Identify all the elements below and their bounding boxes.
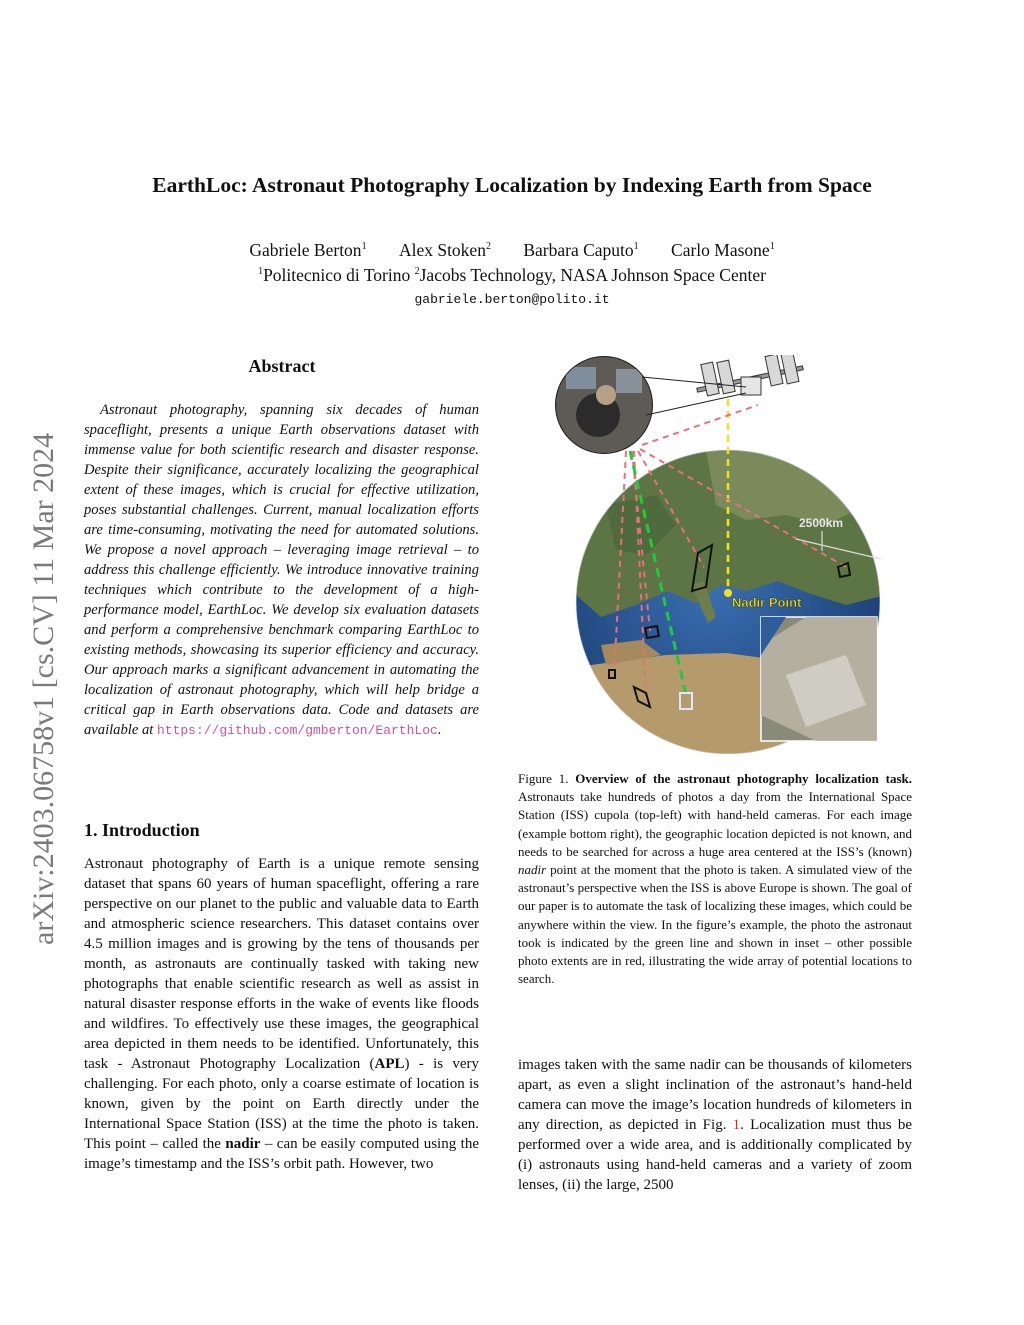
- author: Gabriele Berton$^1$: [249, 240, 367, 260]
- author-email[interactable]: gabriele.berton@polito.it: [414, 292, 610, 307]
- nadir-point-label: Nadir Point: [732, 595, 802, 610]
- author: Barbara Caputo$^1$: [523, 240, 639, 260]
- figure-reference-link[interactable]: 1: [732, 1117, 741, 1133]
- right-column-text: images taken with the same nadir can be thousands of kilometers apart, as even a slight inclination of the astronaut’s hand-held camera can move the image’s location hundreds of kilometers in any direction, as depicted in Fig. 1. Localization must thus be performed over a wide area, and is additionally complicated by (i) astronauts using hand-held cameras and a variety of zoom lenses, (ii) the large, 2500: [518, 1057, 912, 1193]
- iss-station-icon: [697, 355, 803, 396]
- section-heading-introduction: 1. Introduction: [84, 820, 200, 840]
- abstract-text: Astronaut photography, spanning six decades of human spaceflight, presents a unique Earth observations dataset with immense value for both scientific research and disaster response. Despite their significance, accurately localizing the geographical extent of these images, which is crucial for effective utilization, poses substantial challenges. Current, manual localization efforts are time-consuming, motivating the need for automated solutions. We propose a novel approach – leveraging image retrieval – to address this challenge efficiently. We introduce innovative training techniques which contribute to the development of a high-performance model, EarthLoc. We develop six evaluation datasets and perform a comprehensive benchmark comparing EarthLoc to existing methods, showcasing its superior efficiency and accuracy. Our approach marks a significant advancement in automating the localization of astronaut photography, which will help bridge a critical gap in Earth observations data. Code and datasets are available at https://github.com/gmberton/EarthLoc.: [84, 402, 479, 738]
- cupola-photo: [556, 357, 652, 453]
- distance-label: 2500km: [799, 516, 844, 530]
- arxiv-identifier: arXiv:2403.06758v1 [cs.CV] 11 Mar 2024: [27, 432, 60, 945]
- author-list: [0, 240, 1024, 261]
- abstract-heading: Abstract: [248, 356, 316, 376]
- code-link[interactable]: https://github.com/gmberton/EarthLoc: [156, 723, 438, 738]
- inset-photo: [761, 617, 877, 741]
- paper-title: EarthLoc: Astronaut Photography Localization by Indexing Earth from Space: [152, 173, 872, 197]
- author: Alex Stoken$^2$: [398, 240, 491, 260]
- author: Carlo Masone$^1$: [671, 240, 775, 260]
- affiliations: $^1$Politecnico di Torino $^2$Jacobs Technology, NASA Johnson Space Center: [258, 265, 766, 285]
- figure-1-caption: Figure 1. Overview of the astronaut photography localization task. Astronauts take hundreds of photos a day from the International Space Station (ISS) cupola (top-left) with hand-held cameras. For each image (example bottom right), the geographic location depicted is not known, and needs to be searched for across a huge area centered at the ISS’s (known) nadir point at the moment that the photo is taken. A simulated view of the astronaut’s perspective when the ISS is above Europe is shown. The goal of our paper is to automate the task of localizing these images, which could be anywhere within the view. In the figure’s example, the photo the astronaut took is indicated by the green line and shown in inset – other possible photo extents are in red, illustrating the wide array of potential locations to search.: [518, 771, 912, 987]
- introduction-text: Astronaut photography of Earth is a unique remote sensing dataset that spans 60 years of human spaceflight, offering a rare perspective on our planet to the public and valuable data to Earth and atmospheric science researchers. This dataset contains over 4.5 million images and is growing by the tens of thousands per month, as astronauts are continually tasked with taking new photographs that enable scientific research as well as assist in natural disaster response efforts in the wake of events like floods and wildfires. To effectively use these images, the geographical area depicted in them needs to be identified. Unfortunately, this task - Astronaut Photography Localization (APL) - is very challenging. For each photo, only a coarse estimate of location is known, given by the point on Earth directly under the International Space Station (ISS) at the time the photo is taken. This point – called the nadir – can be easily computed using the image’s timestamp and the ISS’s orbit path. However, two: [84, 856, 480, 1172]
- figure-1: [546, 355, 886, 755]
